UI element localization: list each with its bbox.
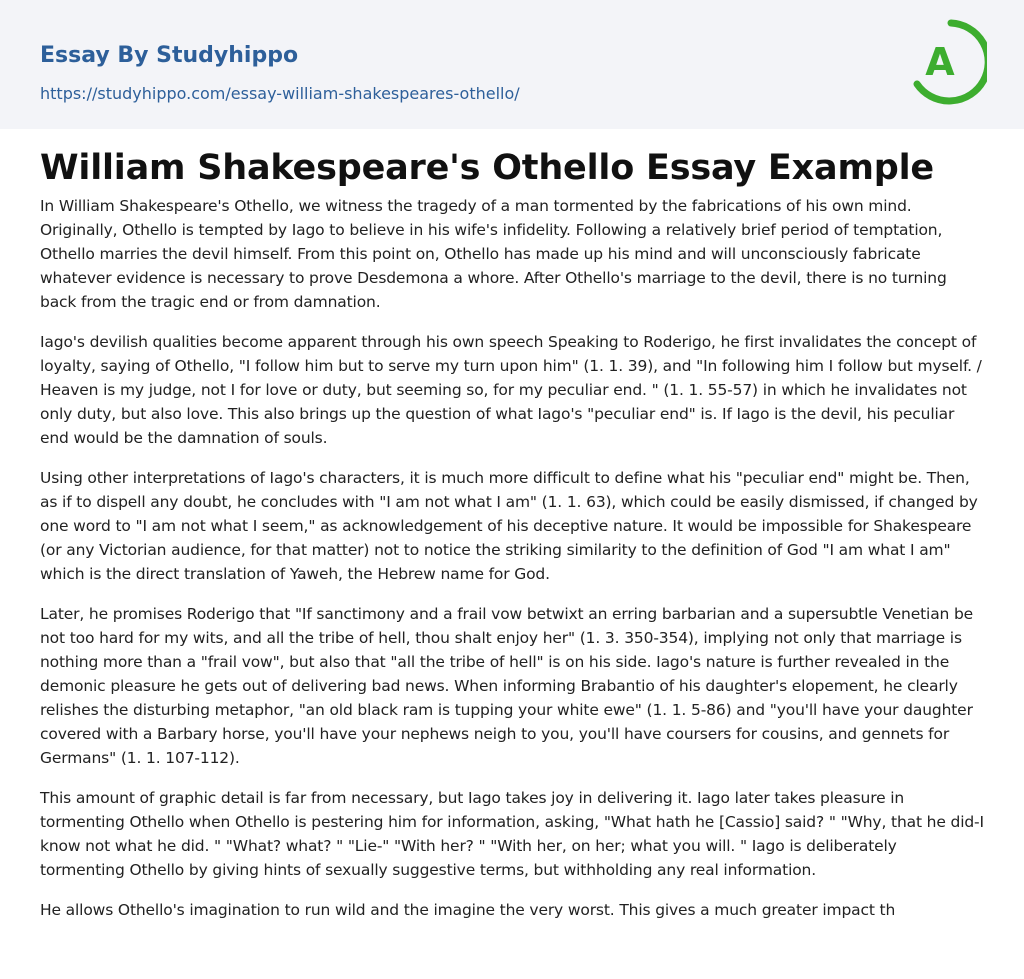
essay-paragraph-6: He allows Othello's imagination to run wild and the imagine the very worst. This gives a much greater impact th [40,901,896,919]
logo-letter: A [925,40,955,84]
essay-paragraph-5: This amount of graphic detail is far from necessary, but Iago takes joy in delivering it. Iago later takes pleasure in tormenting Othello when Othello is pestering him for information, asking, "What hath he [Cassio] said? " "Why, that he did-I know not what he did. " "What? what? " "Lie-" "With her? " "With her, on her; what you will. " Iago is deliberately tormenting Othello by giving hints of sexually suggestive terms, but withholding any real information. [40,789,984,879]
page-title: William Shakespeare's Othello Essay Example [40,148,934,188]
page-url-link[interactable]: https://studyhippo.com/essay-william-shakespeares-othello/ [40,84,520,103]
essay-paragraph-4: Later, he promises Roderigo that "If sanctimony and a frail vow betwixt an erring barbarian and a supersubtle Venetian be not too hard for my wits, and all the tribe of hell, thou shalt enjoy her" (1. 3. 350-354), implying not only that marriage is nothing more than a "frail vow", but also that "all the tribe of hell" is on his side. Iago's nature is further revealed in the demonic pleasure he gets out of delivering bad news. When informing Brabantio of his daughter's elopement, he clearly relishes the disturbing metaphor, "an old black ram is tupping your white ewe" (1. 1. 5-86) and "you'll have your daughter covered with a Barbary horse, you'll have your nephews neigh to you, you'll have coursers for cousins, and gennets for Germans" (1. 1. 107-112). [40,605,974,767]
essay-article [40,144,986,919]
studyhippo-logo-icon[interactable] [911,19,987,105]
essay-paragraph-2: Iago's devilish qualities become apparent through his own speech Speaking to Roderigo, he first invalidates the concept of loyalty, saying of Othello, "I follow him but to serve my turn upon him" (1. 1. 39), and "In following him I follow but myself. / Heaven is my judge, not I for love or duty, but seeming so, for my peculiar end. " (1. 1. 55-57) in which he invalidates not only duty, but also love. This also brings up the question of what Iago's "peculiar end" is. If Iago is the devil, his peculiar end would be the damnation of souls. [40,333,982,447]
site-name[interactable]: Essay By Studyhippo [40,43,299,68]
essay-paragraph-1: In William Shakespeare's Othello, we witness the tragedy of a man tormented by the fabrications of his own mind. Originally, Othello is tempted by Iago to believe in his wife's infidelity. Following a relatively brief period of temptation, Othello marries the devil himself. From this point on, Othello has made up his mind and will unconsciously fabricate whatever evidence is necessary to prove Desdemona a whore. After Othello's marriage to the devil, there is no turning back from the tragic end or from damnation. [40,197,947,311]
site-header [0,0,1024,129]
essay-paragraph-3: Using other interpretations of Iago's characters, it is much more difficult to define what his "peculiar end" might be. Then, as if to dispell any doubt, he concludes with "I am not what I am" (1. 1. 63), which could be easily dismissed, if changed by one word to "I am not what I seem," as acknowledgement of his deceptive nature. It would be impossible for Shakespeare (or any Victorian audience, for that matter) not to notice the striking similarity to the definition of God "I am what I am" which is the direct translation of Yaweh, the Hebrew name for God. [40,469,978,583]
